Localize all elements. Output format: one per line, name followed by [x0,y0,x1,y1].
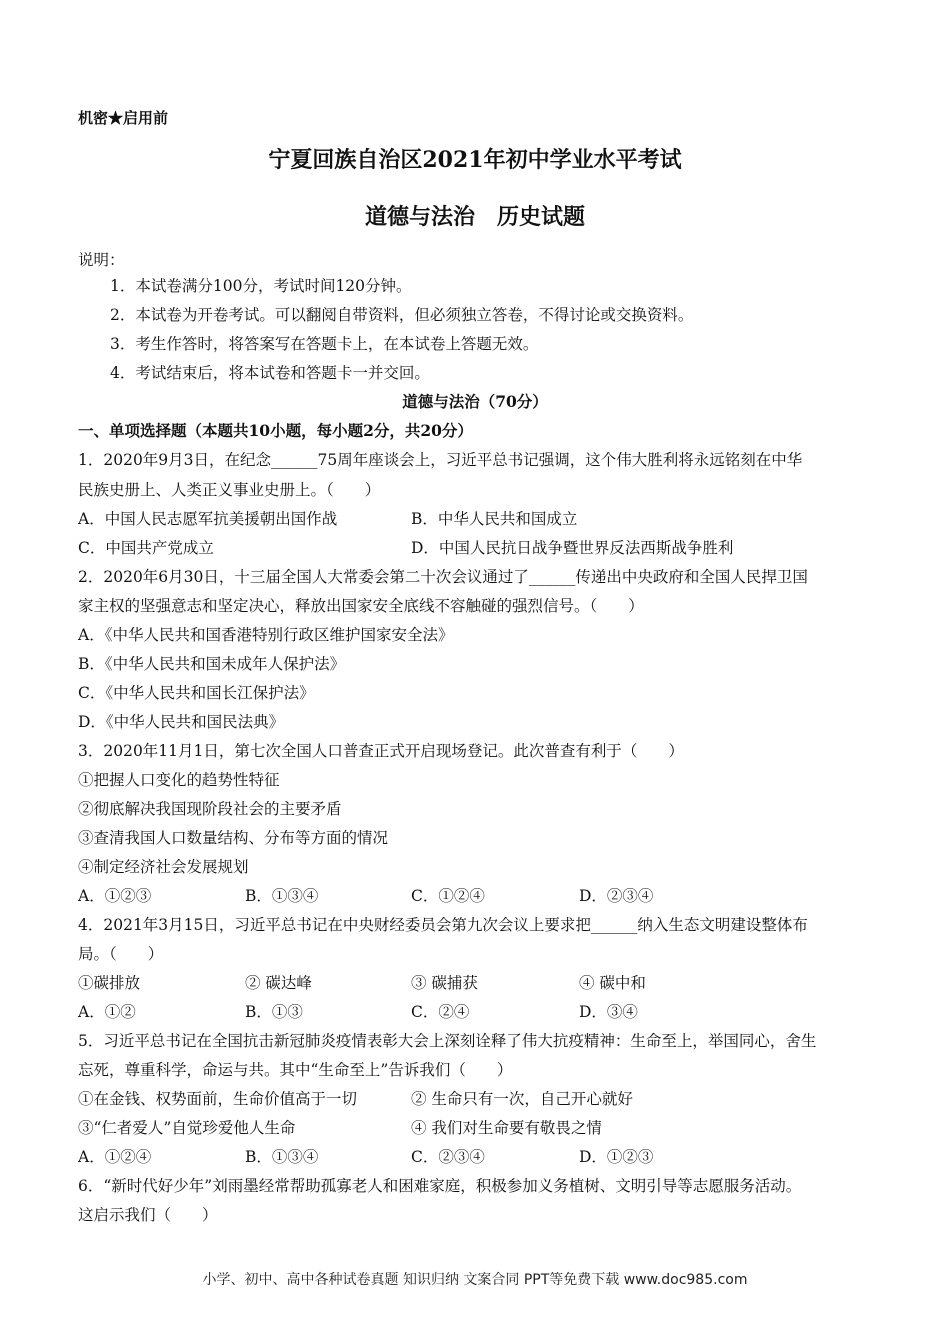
question-3-stem: 3．2020年11月1日，第七次全国人口普查正式开启现场登记。此次普查有利于（ ） [78,742,684,760]
question-3-statement: ④制定经济社会发展规划 [78,858,249,876]
question-5-statement: ② 生命只有一次，自己开心就好 [411,1090,633,1108]
question-5-statement: ①在金钱、权势面前，生命价值高于一切 [78,1090,358,1108]
question-3-statement: ①把握人口变化的趋势性特征 [78,771,280,789]
note-item: 3．考生作答时，将答案写在答题卡上，在本试卷上答题无效。 [110,335,539,353]
question-5-statement: ④ 我们对生命要有敬畏之情 [411,1119,602,1137]
question-6-stem-cont: 这启示我们（ ） [78,1206,218,1224]
note-item: 1．本试卷满分100分，考试时间120分钟。 [110,277,412,295]
question-3-statement: ③查清我国人口数量结构、分布等方面的情况 [78,829,389,847]
question-1-option-b: B．中华人民共和国成立 [411,510,578,528]
question-3-option-c: C．①②④ [411,887,485,905]
section-title: 道德与法治（70分） [402,392,548,411]
part-title: 一、单项选择题（本题共10小题，每小题2分，共20分） [78,421,473,440]
question-5-option-d: D．①②③ [579,1148,654,1166]
question-2-option-b: B．《中华人民共和国未成年人保护法》 [78,655,346,673]
question-5-statement: ③“仁者爱人”自觉珍爱他人生命 [78,1119,296,1137]
question-3-option-d: D．②③④ [579,887,654,905]
notes-label: 说明： [78,251,125,269]
question-1-stem-cont: 民族史册上、人类正义事业史册上。（ ） [78,481,381,499]
question-4-statement: ④ 碳中和 [579,974,646,992]
question-4-stem: 4．2021年3月15日，习近平总书记在中央财经委员会第九次会议上要求把______纳入生态文明建设整体布 [78,916,808,934]
question-2-option-a: A．《中华人民共和国香港特别行政区维护国家安全法》 [78,626,454,644]
question-2-option-d: D．《中华人民共和国民法典》 [78,713,285,731]
question-4-option-c: C．②④ [411,1003,470,1021]
question-1-option-c: C．中国共产党成立 [78,539,214,557]
question-5-option-c: C．②③④ [411,1148,485,1166]
exam-subtitle: 道德与法治 历史试题 [364,204,585,230]
question-4-statement: ② 碳达峰 [245,974,312,992]
question-5-option-a: A．①②④ [78,1148,152,1166]
question-2-option-c: C．《中华人民共和国长江保护法》 [78,684,315,702]
question-5-stem-cont: 忘死，尊重科学，命运与共。其中“生命至上”告诉我们（ ） [78,1061,513,1079]
question-4-option-d: D．③④ [579,1003,638,1021]
question-1-option-d: D．中国人民抗日战争暨世界反法西斯战争胜利 [411,539,734,557]
question-3-option-b: B．①③④ [245,887,319,905]
question-4-option-b: B．①③ [245,1003,303,1021]
note-item: 4．考试结束后，将本试卷和答题卡一并交回。 [110,364,430,382]
question-3-statement: ②彻底解决我国现阶段社会的主要矛盾 [78,800,342,818]
note-item: 2．本试卷为开卷考试。可以翻阅自带资料，但必须独立答卷，不得讨论或交换资料。 [110,306,694,324]
question-6-stem: 6．“新时代好少年”刘雨墨经常帮助孤寡老人和困难家庭，积极参加义务植树、文明引导等志愿服务活动。 [78,1177,802,1195]
question-2-stem: 2．2020年6月30日，十三届全国人大常委会第二十次会议通过了______传递出中央政府和全国人民捍卫国 [78,568,808,586]
question-1-option-a: A．中国人民志愿军抗美援朝出国作战 [78,510,338,528]
question-4-statement: ③ 碳捕获 [411,974,478,992]
question-5-stem: 5．习近平总书记在全国抗击新冠肺炎疫情表彰大会上深刻诠释了伟大抗疫精神：生命至上，举国同心，舍生 [78,1032,817,1050]
question-4-stem-cont: 局。（ ） [78,945,164,963]
question-3-option-a: A．①②③ [78,887,152,905]
page-footer: 小学、初中、高中各种试卷真题 知识归纳 文案合同 PPT等免费下载 www.doc985.com [202,1272,748,1288]
question-2-stem-cont: 家主权的坚强意志和坚定决心，释放出国家安全底线不容触碰的强烈信号。（ ） [78,597,644,615]
exam-title: 宁夏回族自治区2021年初中学业水平考试 [268,147,682,173]
question-4-statement: ①碳排放 [78,974,141,992]
question-1-stem: 1．2020年9月3日，在纪念______75周年座谈会上，习近平总书记强调，这个伟大胜利将永远铭刻在中华 [78,451,803,469]
question-4-option-a: A．①② [78,1003,136,1021]
question-5-option-b: B．①③④ [245,1148,319,1166]
classification-label: 机密★启用前 [78,109,169,127]
